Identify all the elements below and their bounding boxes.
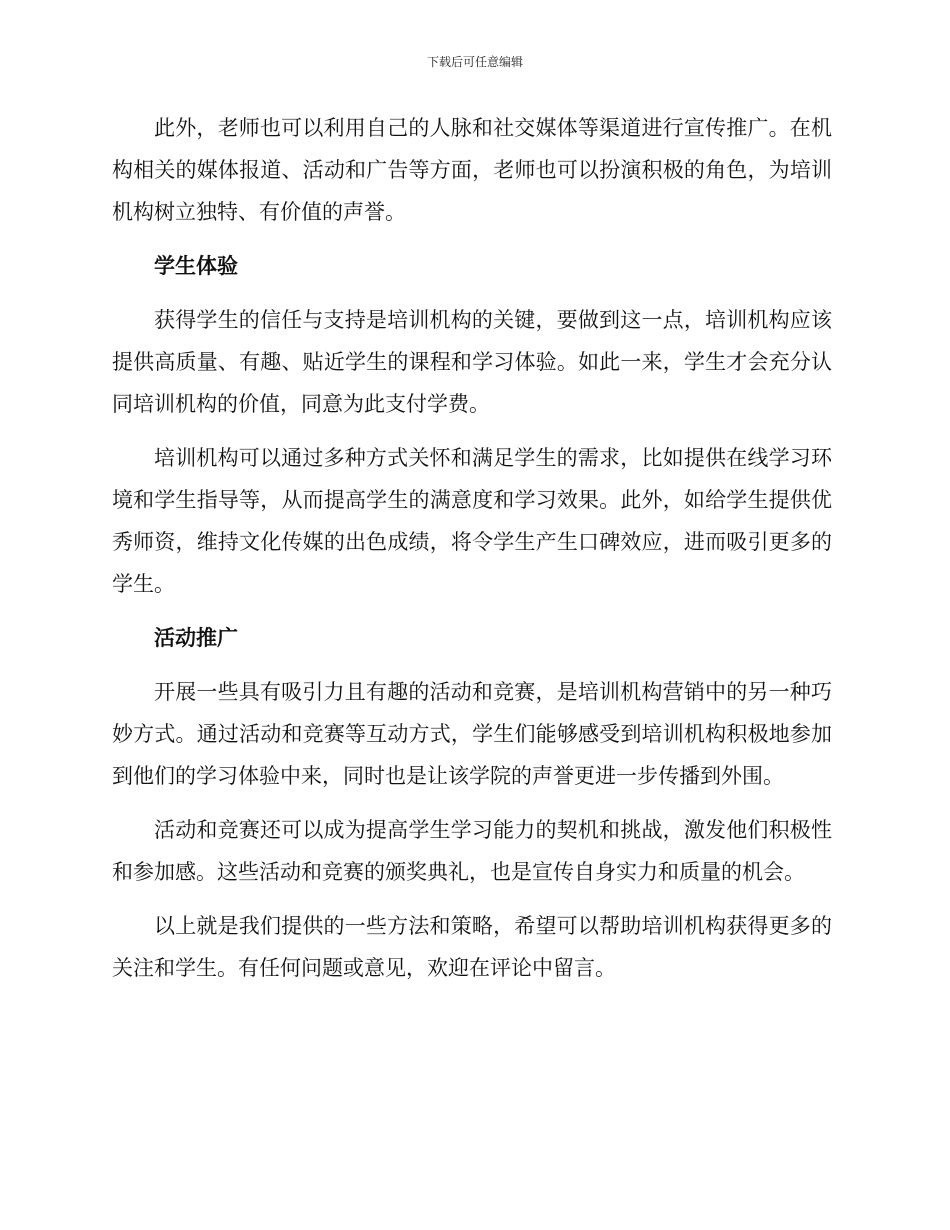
paragraph-competitions: 活动和竞赛还可以成为提高学生学习能力的契机和挑战，激发他们积极性和参加感。这些活动和竞赛的颁奖典礼，也是宣传自身实力和质量的机会。 xyxy=(112,818,832,884)
paragraph-student-needs: 培训机构可以通过多种方式关怀和满足学生的需求，比如提供在线学习环境和学生指导等，从而提高学生的满意度和学习效果。此外，如给学生提供优秀师资，维持文化传媒的出色成绩，将令学生产生口碑效应，进而吸引更多的学生。 xyxy=(112,446,832,596)
page-header: 下载后可任意编辑 xyxy=(426,55,523,69)
document-content xyxy=(112,107,832,1001)
paragraph-conclusion: 以上就是我们提供的一些方法和策略，希望可以帮助培训机构获得更多的关注和学生。有任何问题或意见，欢迎在评论中留言。 xyxy=(112,914,832,980)
paragraph-promotion: 此外，老师也可以利用自己的人脉和社交媒体等渠道进行宣传推广。在机构相关的媒体报道、活动和广告等方面，老师也可以扮演积极的角色，为培训机构树立独特、有价值的声誉。 xyxy=(112,116,832,224)
section-heading-activity-promotion: 活动推广 xyxy=(154,626,238,650)
paragraph-student-trust: 获得学生的信任与支持是培训机构的关键，要做到这一点，培训机构应该提供高质量、有趣、贴近学生的课程和学习体验。如此一来，学生才会充分认同培训机构的价值，同意为此支付学费。 xyxy=(112,308,832,416)
paragraph-activities: 开展一些具有吸引力且有趣的活动和竞赛，是培训机构营销中的另一种巧妙方式。通过活动和竞赛等互动方式，学生们能够感受到培训机构积极地参加到他们的学习体验中来，同时也是让该学院的声誉更进一步传播到外围。 xyxy=(112,680,832,788)
section-heading-student-experience: 学生体验 xyxy=(154,254,238,278)
